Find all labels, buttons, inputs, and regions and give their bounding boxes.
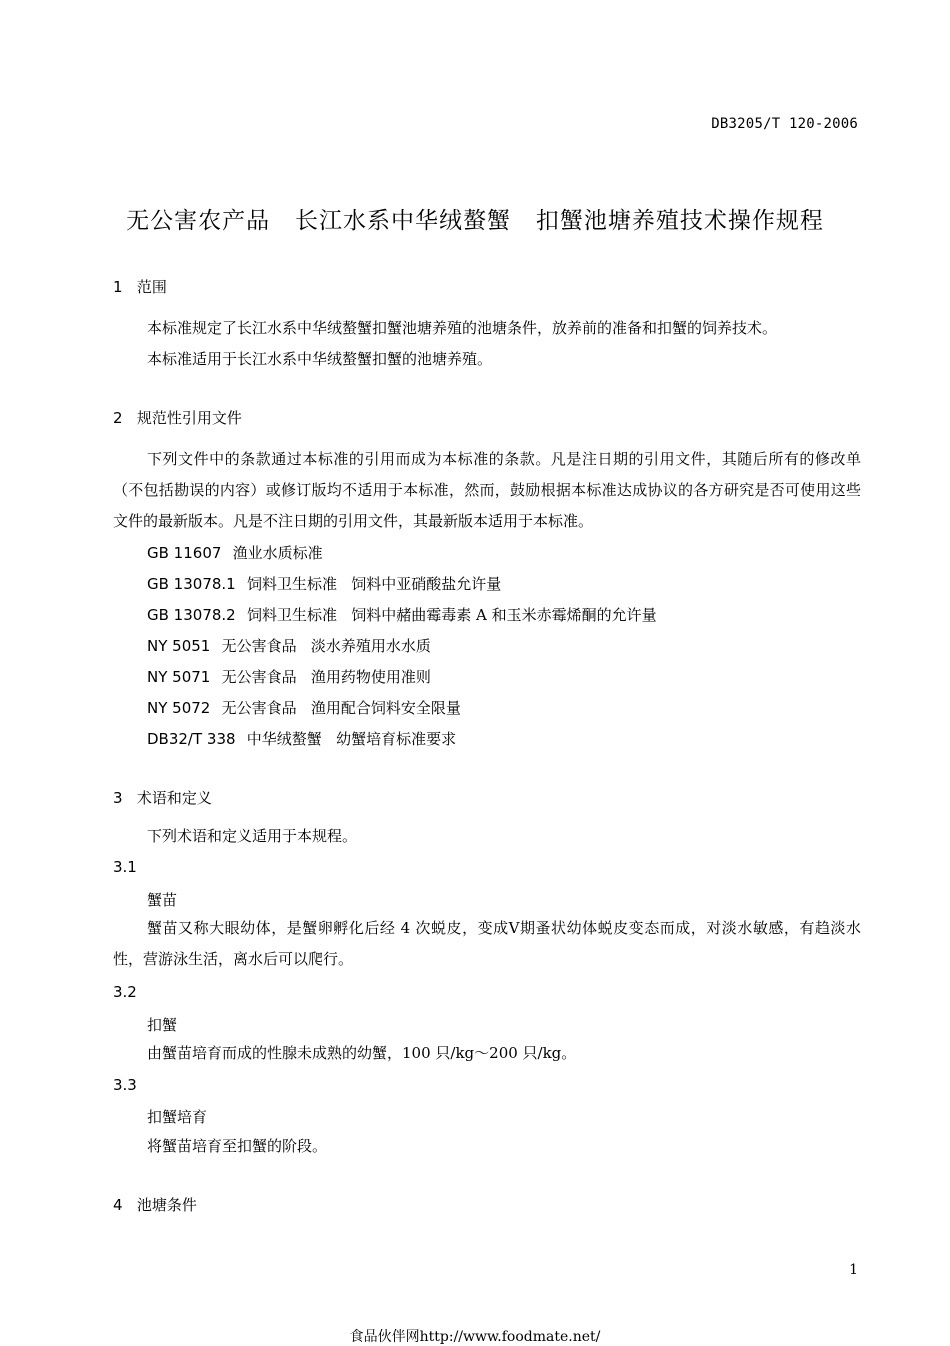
section-2-heading: 2 规范性引用文件 [113,409,242,427]
reference-item [147,693,657,724]
term-name: 扣蟹 [147,1016,178,1034]
reference-item [147,600,657,631]
reference-title: 饲料卫生标准 饲料中亚硝酸盐允许量 [246,575,502,593]
term-definition: 蟹苗又称大眼幼体，是蟹卵孵化后经 4 次蜕皮，变成Ⅴ期蚤状幼体蜕皮变态而成，对淡水敏感，有趋淡水性，营游泳生活，离水后可以爬行。 [113,919,861,968]
reference-item [147,724,657,755]
reference-title: 中华绒螯蟹 幼蟹培育标准要求 [246,730,457,748]
reference-item [147,662,657,693]
section-3-heading: 3 术语和定义 [113,789,212,807]
reference-title: 无公害食品 渔用配合饲料安全限量 [221,699,461,717]
section-4-heading: 4 池塘条件 [113,1196,197,1214]
term-definition: 将蟹苗培育至扣蟹的阶段。 [147,1137,328,1155]
standard-code: DB3205/T 120-2006 [711,116,858,132]
reference-title: 无公害食品 渔用药物使用准则 [221,668,431,686]
section-2-paragraph: 下列文件中的条款通过本标准的引用而成为本标准的条款。凡是注日期的引用文件，其随后所有的修改单（不包括勘误的内容）或修订版均不适用于本标准，然而，鼓励根据本标准达成协议的各方研究是否可使用这些文件的最新版本。凡是不注日期的引用文件，其最新版本适用于本标准。 [113,450,861,530]
footer-source[interactable]: 食品伙伴网http://www.foodmate.net/ [349,1329,601,1345]
section-1-paragraph-2: 本标准适用于长江水系中华绒螯蟹扣蟹的池塘养殖。 [147,350,493,368]
reference-code: DB32/T 338 [147,730,236,748]
reference-code: GB 13078.2 [147,606,236,624]
reference-item [147,569,657,600]
term-number: 3.2 [113,983,137,1001]
term-definition: 由蟹苗培育而成的性腺未成熟的幼蟹，100 只/kg～200 只/kg。 [147,1044,577,1062]
page-number: 1 [849,1262,858,1278]
section-3-intro: 下列术语和定义适用于本规程。 [147,827,358,845]
term-name: 扣蟹培育 [147,1108,208,1126]
reference-list [147,538,657,755]
reference-code: GB 13078.1 [147,575,236,593]
document-title: 无公害农产品 长江水系中华绒螯蟹 扣蟹池塘养殖技术操作规程 [126,208,824,234]
section-1-paragraph-1: 本标准规定了长江水系中华绒螯蟹扣蟹池塘养殖的池塘条件，放养前的准备和扣蟹的饲养技术。 [147,319,778,337]
reference-title: 渔业水质标准 [232,544,323,562]
reference-item [147,538,657,569]
reference-item [147,631,657,662]
reference-title: 饲料卫生标准 饲料中赭曲霉毒素 A 和玉米赤霉烯酮的允许量 [246,606,657,624]
reference-code: NY 5072 [147,699,211,717]
reference-code: NY 5051 [147,637,211,655]
reference-code: GB 11607 [147,544,222,562]
term-name: 蟹苗 [147,891,178,909]
term-number: 3.1 [113,858,137,876]
reference-code: NY 5071 [147,668,211,686]
term-number: 3.3 [113,1076,137,1094]
section-1-heading: 1 范围 [113,278,167,296]
reference-title: 无公害食品 淡水养殖用水水质 [221,637,431,655]
